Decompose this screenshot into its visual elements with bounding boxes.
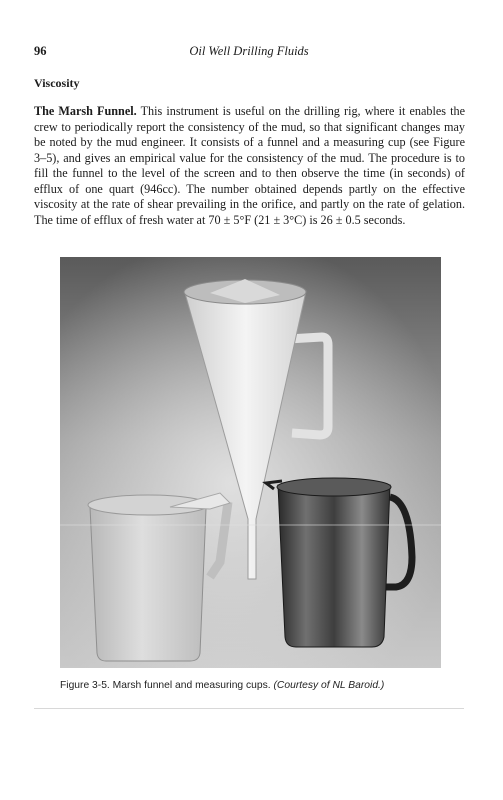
bottom-rule bbox=[34, 708, 464, 709]
running-header bbox=[34, 44, 464, 62]
figure-caption bbox=[60, 680, 450, 691]
paragraph-text: This instrument is useful on the drilling rig, where it enables the crew to periodically report the consistency of the mud, so that significant changes may be noted by the mud engineer. It consists of a funnel and a measuring cup (see Figure 3–5), and gives an empirical value for the consistency of the mud. The procedure is to fill the funnel to the level of the screen and to then observe the time (in seconds) of efflux of one quart (946cc). The number obtained depends partly on the effective viscosity at the rate of shear prevailing in the orifice, and partly on the rate of gelation. The time of efflux of fresh water at 70 ± 5°F (21 ± 3°C) is 26 ± 0.5 seconds. bbox=[34, 104, 466, 227]
running-title: Oil Well Drilling Fluids bbox=[189, 44, 309, 58]
section-heading: Viscosity bbox=[34, 76, 80, 90]
caption-label: Figure 3-5. Marsh funnel and measuring cups. bbox=[60, 680, 271, 691]
run-in-heading: The Marsh Funnel. bbox=[34, 104, 137, 118]
caption-credit: (Courtesy of NL Baroid.) bbox=[273, 680, 385, 691]
funnel-and-cups-photo bbox=[60, 257, 441, 668]
figure-photo bbox=[60, 257, 441, 668]
body-paragraph bbox=[34, 104, 465, 228]
page-number: 96 bbox=[34, 44, 47, 58]
